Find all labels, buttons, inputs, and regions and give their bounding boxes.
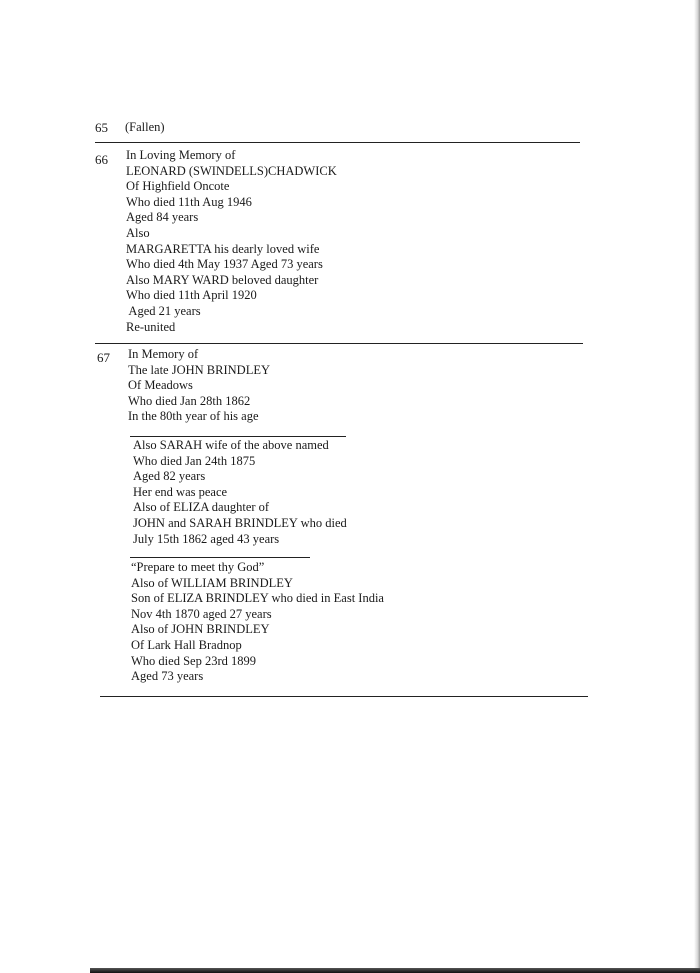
entry-line: (Fallen) — [125, 120, 165, 134]
scan-shadow-bottom — [90, 968, 700, 973]
divider-rule — [100, 696, 588, 697]
entry-line: JOHN and SARAH BRINDLEY who died — [133, 515, 347, 530]
entry-text — [128, 347, 270, 425]
entry-line: The late JOHN BRINDLEY — [128, 362, 270, 377]
entry-number: 67 — [97, 350, 110, 365]
section-rule — [130, 436, 346, 437]
entry-line: Aged 82 years — [133, 469, 206, 484]
entry-line: Also SARAH wife of the above named — [133, 438, 329, 452]
entry-line: Also — [126, 225, 150, 240]
divider-rule — [95, 343, 583, 344]
entry-line: In the 80th year of his age — [128, 409, 259, 424]
entry-text-section-2 — [133, 438, 347, 547]
entry-line: Who died Jan 24th 1875 — [133, 453, 256, 468]
scan-shadow-right — [694, 0, 700, 973]
entry-line: Aged 84 years — [126, 210, 199, 225]
entry-line: LEONARD (SWINDELLS)CHADWICK — [126, 163, 337, 178]
entry-line: Of Lark Hall Bradnop — [131, 637, 242, 652]
entry-line: Who died 11th Aug 1946 — [126, 194, 252, 209]
section-rule — [130, 557, 310, 558]
entry-line: Who died Jan 28th 1862 — [128, 393, 251, 408]
entry-line: Also MARY WARD beloved daughter — [126, 272, 319, 287]
entry-line: Her end was peace — [133, 484, 228, 499]
entry-text — [125, 120, 165, 136]
entry-line: Aged 73 years — [131, 669, 204, 684]
entry-line: Son of ELIZA BRINDLEY who died in East India — [131, 591, 384, 606]
entry-line: MARGARETTA his dearly loved wife — [126, 241, 320, 256]
entry-text — [126, 148, 337, 335]
entry-line: Nov 4th 1870 aged 27 years — [131, 606, 272, 621]
entry-line: Who died 11th April 1920 — [126, 288, 257, 303]
entry-line: July 15th 1862 aged 43 years — [133, 531, 280, 546]
entry-line: Who died 4th May 1937 Aged 73 years — [126, 257, 323, 272]
entry-text-section-3 — [131, 560, 384, 685]
entry-number: 65 — [95, 120, 108, 135]
entry-line: Of Highfield Oncote — [126, 179, 230, 194]
entry-line: “Prepare to meet thy God” — [131, 560, 265, 574]
entry-line: Re-united — [126, 319, 176, 334]
entry-line: Also of JOHN BRINDLEY — [131, 622, 270, 637]
entry-line: Also of WILLIAM BRINDLEY — [131, 575, 293, 590]
entry-number: 66 — [95, 152, 108, 167]
entry-line: Also of ELIZA daughter of — [133, 500, 270, 515]
entry-line: Of Meadows — [128, 378, 193, 393]
divider-rule — [95, 142, 580, 143]
entry-line: Aged 21 years — [126, 303, 201, 318]
entry-line: In Memory of — [128, 347, 199, 361]
entry-line: Who died Sep 23rd 1899 — [131, 653, 256, 668]
entry-line: In Loving Memory of — [126, 148, 236, 162]
